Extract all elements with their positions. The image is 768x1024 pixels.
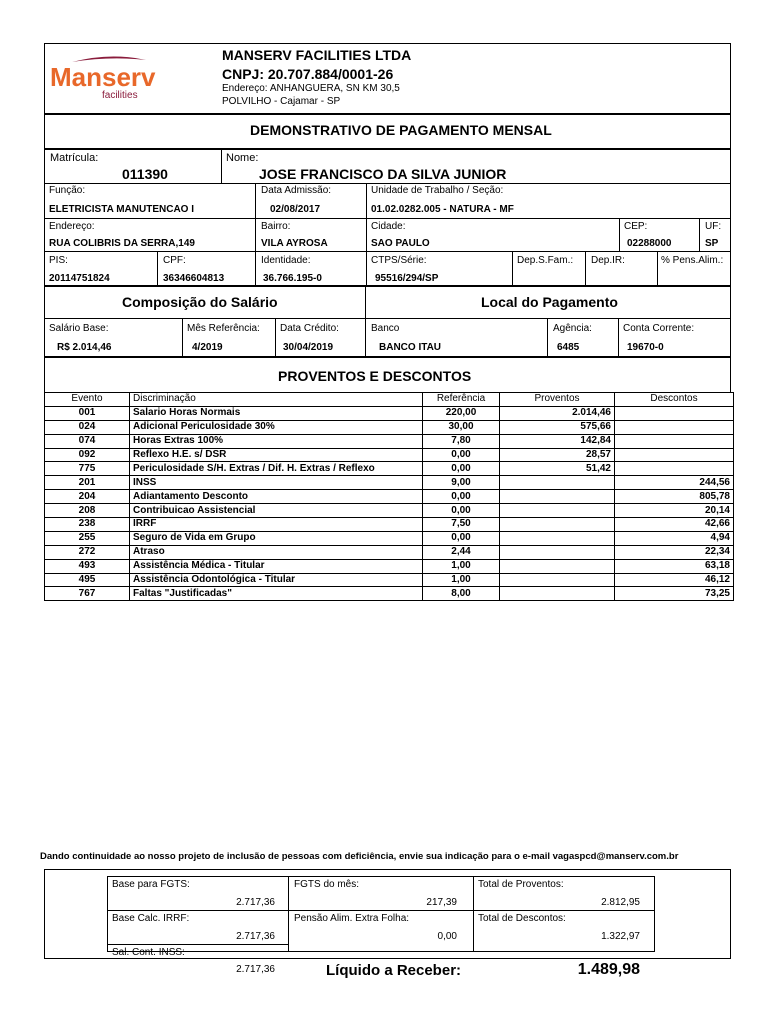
credito-value: 30/04/2019 <box>283 342 334 353</box>
total-desc-value: 1.322,97 <box>601 931 640 942</box>
depsfam-label: Dep.S.Fam.: <box>517 255 574 266</box>
event-evento: 775 <box>45 462 130 476</box>
event-row <box>45 434 734 448</box>
funcao-value: ELETRICISTA MANUTENCAO I <box>49 204 194 215</box>
event-descontos: 22,34 <box>615 545 734 559</box>
event-evento: 074 <box>45 434 130 448</box>
event-evento: 204 <box>45 490 130 504</box>
event-evento: 024 <box>45 420 130 434</box>
cep-value: 02288000 <box>627 238 672 249</box>
event-referencia: 0,00 <box>423 462 500 476</box>
event-row <box>45 545 734 559</box>
col-referencia: Referência <box>423 393 500 407</box>
event-discriminacao: INSS <box>130 476 423 490</box>
event-evento: 208 <box>45 504 130 518</box>
event-descontos <box>615 448 734 462</box>
company-name: MANSERV FACILITIES LTDA <box>222 47 412 63</box>
unidade-label: Unidade de Trabalho / Seção: <box>371 185 504 196</box>
ctps-label: CTPS/Série: <box>371 255 427 266</box>
event-descontos: 805,78 <box>615 490 734 504</box>
event-discriminacao: Reflexo H.E. s/ DSR <box>130 448 423 462</box>
event-discriminacao: Seguro de Vida em Grupo <box>130 531 423 545</box>
agencia-label: Agência: <box>553 323 592 334</box>
event-proventos: 575,66 <box>500 420 615 434</box>
event-descontos <box>615 434 734 448</box>
events-title: PROVENTOS E DESCONTOS <box>278 368 472 384</box>
inss-value: 2.717,36 <box>236 964 275 975</box>
event-proventos: 51,42 <box>500 462 615 476</box>
event-row <box>45 573 734 587</box>
event-row <box>45 518 734 532</box>
event-row <box>45 490 734 504</box>
event-proventos <box>500 545 615 559</box>
event-descontos: 20,14 <box>615 504 734 518</box>
banco-value: BANCO ITAU <box>379 342 442 353</box>
agencia-value: 6485 <box>557 342 580 353</box>
svg-text:facilities: facilities <box>102 90 138 100</box>
doc-title: DEMONSTRATIVO DE PAGAMENTO MENSAL <box>250 122 552 138</box>
identidade-value: 36.766.195-0 <box>263 273 322 284</box>
depir-label: Dep.IR: <box>591 255 625 266</box>
event-row <box>45 420 734 434</box>
event-evento: 272 <box>45 545 130 559</box>
local-title: Local do Pagamento <box>481 294 618 310</box>
event-referencia: 7,80 <box>423 434 500 448</box>
pensao-label: Pensão Alim. Extra Folha: <box>294 913 410 924</box>
event-discriminacao: Adiantamento Desconto <box>130 490 423 504</box>
fgts-base-value: 2.717,36 <box>236 897 275 908</box>
event-proventos <box>500 490 615 504</box>
composicao-title: Composição do Salário <box>122 294 278 310</box>
event-discriminacao: Faltas "Justificadas" <box>130 587 423 601</box>
admissao-label: Data Admissão: <box>261 185 332 196</box>
liquido-label: Líquido a Receber: <box>326 962 462 979</box>
fgts-base-label: Base para FGTS: <box>112 879 190 890</box>
salario-base-label: Salário Base: <box>49 323 109 334</box>
event-evento: 495 <box>45 573 130 587</box>
event-row <box>45 531 734 545</box>
banco-label: Banco <box>371 323 400 334</box>
inss-label: Sal. Cont. INSS: <box>112 947 185 958</box>
conta-value: 19670-0 <box>627 342 664 353</box>
event-referencia: 2,44 <box>423 545 500 559</box>
col-proventos: Proventos <box>500 393 615 407</box>
col-discriminacao: Discriminação <box>130 393 423 407</box>
pis-value: 20114751824 <box>49 273 110 284</box>
irrf-base-value: 2.717,36 <box>236 931 275 942</box>
event-row <box>45 462 734 476</box>
event-referencia: 7,50 <box>423 518 500 532</box>
event-row <box>45 504 734 518</box>
event-discriminacao: Contribuicao Assistencial <box>130 504 423 518</box>
event-descontos <box>615 462 734 476</box>
col-descontos: Descontos <box>615 393 734 407</box>
event-proventos <box>500 559 615 573</box>
event-evento: 001 <box>45 406 130 420</box>
event-referencia: 1,00 <box>423 573 500 587</box>
matricula-value: 011390 <box>122 166 168 182</box>
event-referencia: 0,00 <box>423 504 500 518</box>
event-descontos: 46,12 <box>615 573 734 587</box>
event-evento: 767 <box>45 587 130 601</box>
event-discriminacao: Adicional Periculosidade 30% <box>130 420 423 434</box>
event-row <box>45 587 734 601</box>
event-descontos: 244,56 <box>615 476 734 490</box>
event-evento: 092 <box>45 448 130 462</box>
company-city: POLVILHO - Cajamar - SP <box>222 96 341 107</box>
endereco-label: Endereço: <box>49 221 95 232</box>
nome-label: Nome: <box>226 152 259 164</box>
bairro-label: Bairro: <box>261 221 291 232</box>
col-evento: Evento <box>45 393 130 407</box>
event-proventos <box>500 504 615 518</box>
event-discriminacao: IRRF <box>130 518 423 532</box>
event-proventos <box>500 476 615 490</box>
uf-value: SP <box>705 238 719 249</box>
event-referencia: 0,00 <box>423 448 500 462</box>
events-table <box>44 392 734 601</box>
event-discriminacao: Atraso <box>130 545 423 559</box>
event-proventos: 2.014,46 <box>500 406 615 420</box>
matricula-label: Matrícula: <box>50 152 99 164</box>
mes-ref-label: Mês Referência: <box>187 323 260 334</box>
event-referencia: 1,00 <box>423 559 500 573</box>
cpf-label: CPF: <box>163 255 186 266</box>
event-evento: 238 <box>45 518 130 532</box>
events-header-row <box>45 393 734 407</box>
total-prov-value: 2.812,95 <box>601 897 640 908</box>
total-prov-label: Total de Proventos: <box>478 879 564 890</box>
event-descontos: 4,94 <box>615 531 734 545</box>
company-address: Endereço: ANHANGUERA, SN KM 30,5 <box>222 83 400 94</box>
event-descontos: 63,18 <box>615 559 734 573</box>
event-proventos <box>500 531 615 545</box>
event-referencia: 8,00 <box>423 587 500 601</box>
event-evento: 255 <box>45 531 130 545</box>
cidade-value: SAO PAULO <box>371 238 430 249</box>
event-referencia: 30,00 <box>423 420 500 434</box>
ctps-value: 95516/294/SP <box>375 273 439 284</box>
unidade-value: 01.02.0282.005 - NATURA - MF <box>371 204 514 215</box>
identidade-label: Identidade: <box>261 255 311 266</box>
event-descontos: 42,66 <box>615 518 734 532</box>
company-logo <box>50 54 160 100</box>
cidade-label: Cidade: <box>371 221 406 232</box>
event-referencia: 0,00 <box>423 531 500 545</box>
company-cnpj: CNPJ: 20.707.884/0001-26 <box>222 66 394 82</box>
endereco-value: RUA COLIBRIS DA SERRA,149 <box>49 238 195 249</box>
event-proventos: 142,84 <box>500 434 615 448</box>
pis-label: PIS: <box>49 255 68 266</box>
pensao-value: 0,00 <box>437 931 457 942</box>
cep-label: CEP: <box>624 221 648 232</box>
fgts-mes-label: FGTS do mês: <box>294 879 360 890</box>
total-desc-label: Total de Descontos: <box>478 913 566 924</box>
pens-label: % Pens.Alim.: <box>661 255 724 266</box>
svg-text:Manserv: Manserv <box>50 62 156 92</box>
event-referencia: 0,00 <box>423 490 500 504</box>
footer-note: Dando continuidade ao nosso projeto de inclusão de pessoas com deficiência, envie sua indicação para o e-mail vagaspcd@manserv.com.br <box>40 851 679 862</box>
event-discriminacao: Assistência Odontológica - Titular <box>130 573 423 587</box>
event-discriminacao: Salario Horas Normais <box>130 406 423 420</box>
bairro-value: VILA AYROSA <box>261 238 328 249</box>
nome-value: JOSE FRANCISCO DA SILVA JUNIOR <box>259 166 507 182</box>
event-row <box>45 559 734 573</box>
event-proventos <box>500 518 615 532</box>
event-row <box>45 476 734 490</box>
irrf-base-label: Base Calc. IRRF: <box>112 913 190 924</box>
event-descontos <box>615 420 734 434</box>
liquido-value: 1.489,98 <box>577 961 640 978</box>
event-referencia: 220,00 <box>423 406 500 420</box>
conta-label: Conta Corrente: <box>623 323 695 334</box>
event-proventos: 28,57 <box>500 448 615 462</box>
event-proventos <box>500 573 615 587</box>
event-proventos <box>500 587 615 601</box>
admissao-value: 02/08/2017 <box>270 204 321 215</box>
uf-label: UF: <box>705 221 722 232</box>
event-evento: 493 <box>45 559 130 573</box>
event-row <box>45 448 734 462</box>
credito-label: Data Crédito: <box>280 323 339 334</box>
event-discriminacao: Horas Extras 100% <box>130 434 423 448</box>
event-descontos <box>615 406 734 420</box>
event-row <box>45 406 734 420</box>
salario-base-value: R$ 2.014,46 <box>57 342 112 353</box>
event-discriminacao: Assistência Médica - Titular <box>130 559 423 573</box>
cpf-value: 36346604813 <box>163 273 225 284</box>
mes-ref-value: 4/2019 <box>192 342 223 353</box>
funcao-label: Função: <box>49 185 86 196</box>
event-discriminacao: Periculosidade S/H. Extras / Dif. H. Extras / Reflexo <box>130 462 423 476</box>
event-referencia: 9,00 <box>423 476 500 490</box>
event-evento: 201 <box>45 476 130 490</box>
fgts-mes-value: 217,39 <box>426 897 457 908</box>
event-descontos: 73,25 <box>615 587 734 601</box>
